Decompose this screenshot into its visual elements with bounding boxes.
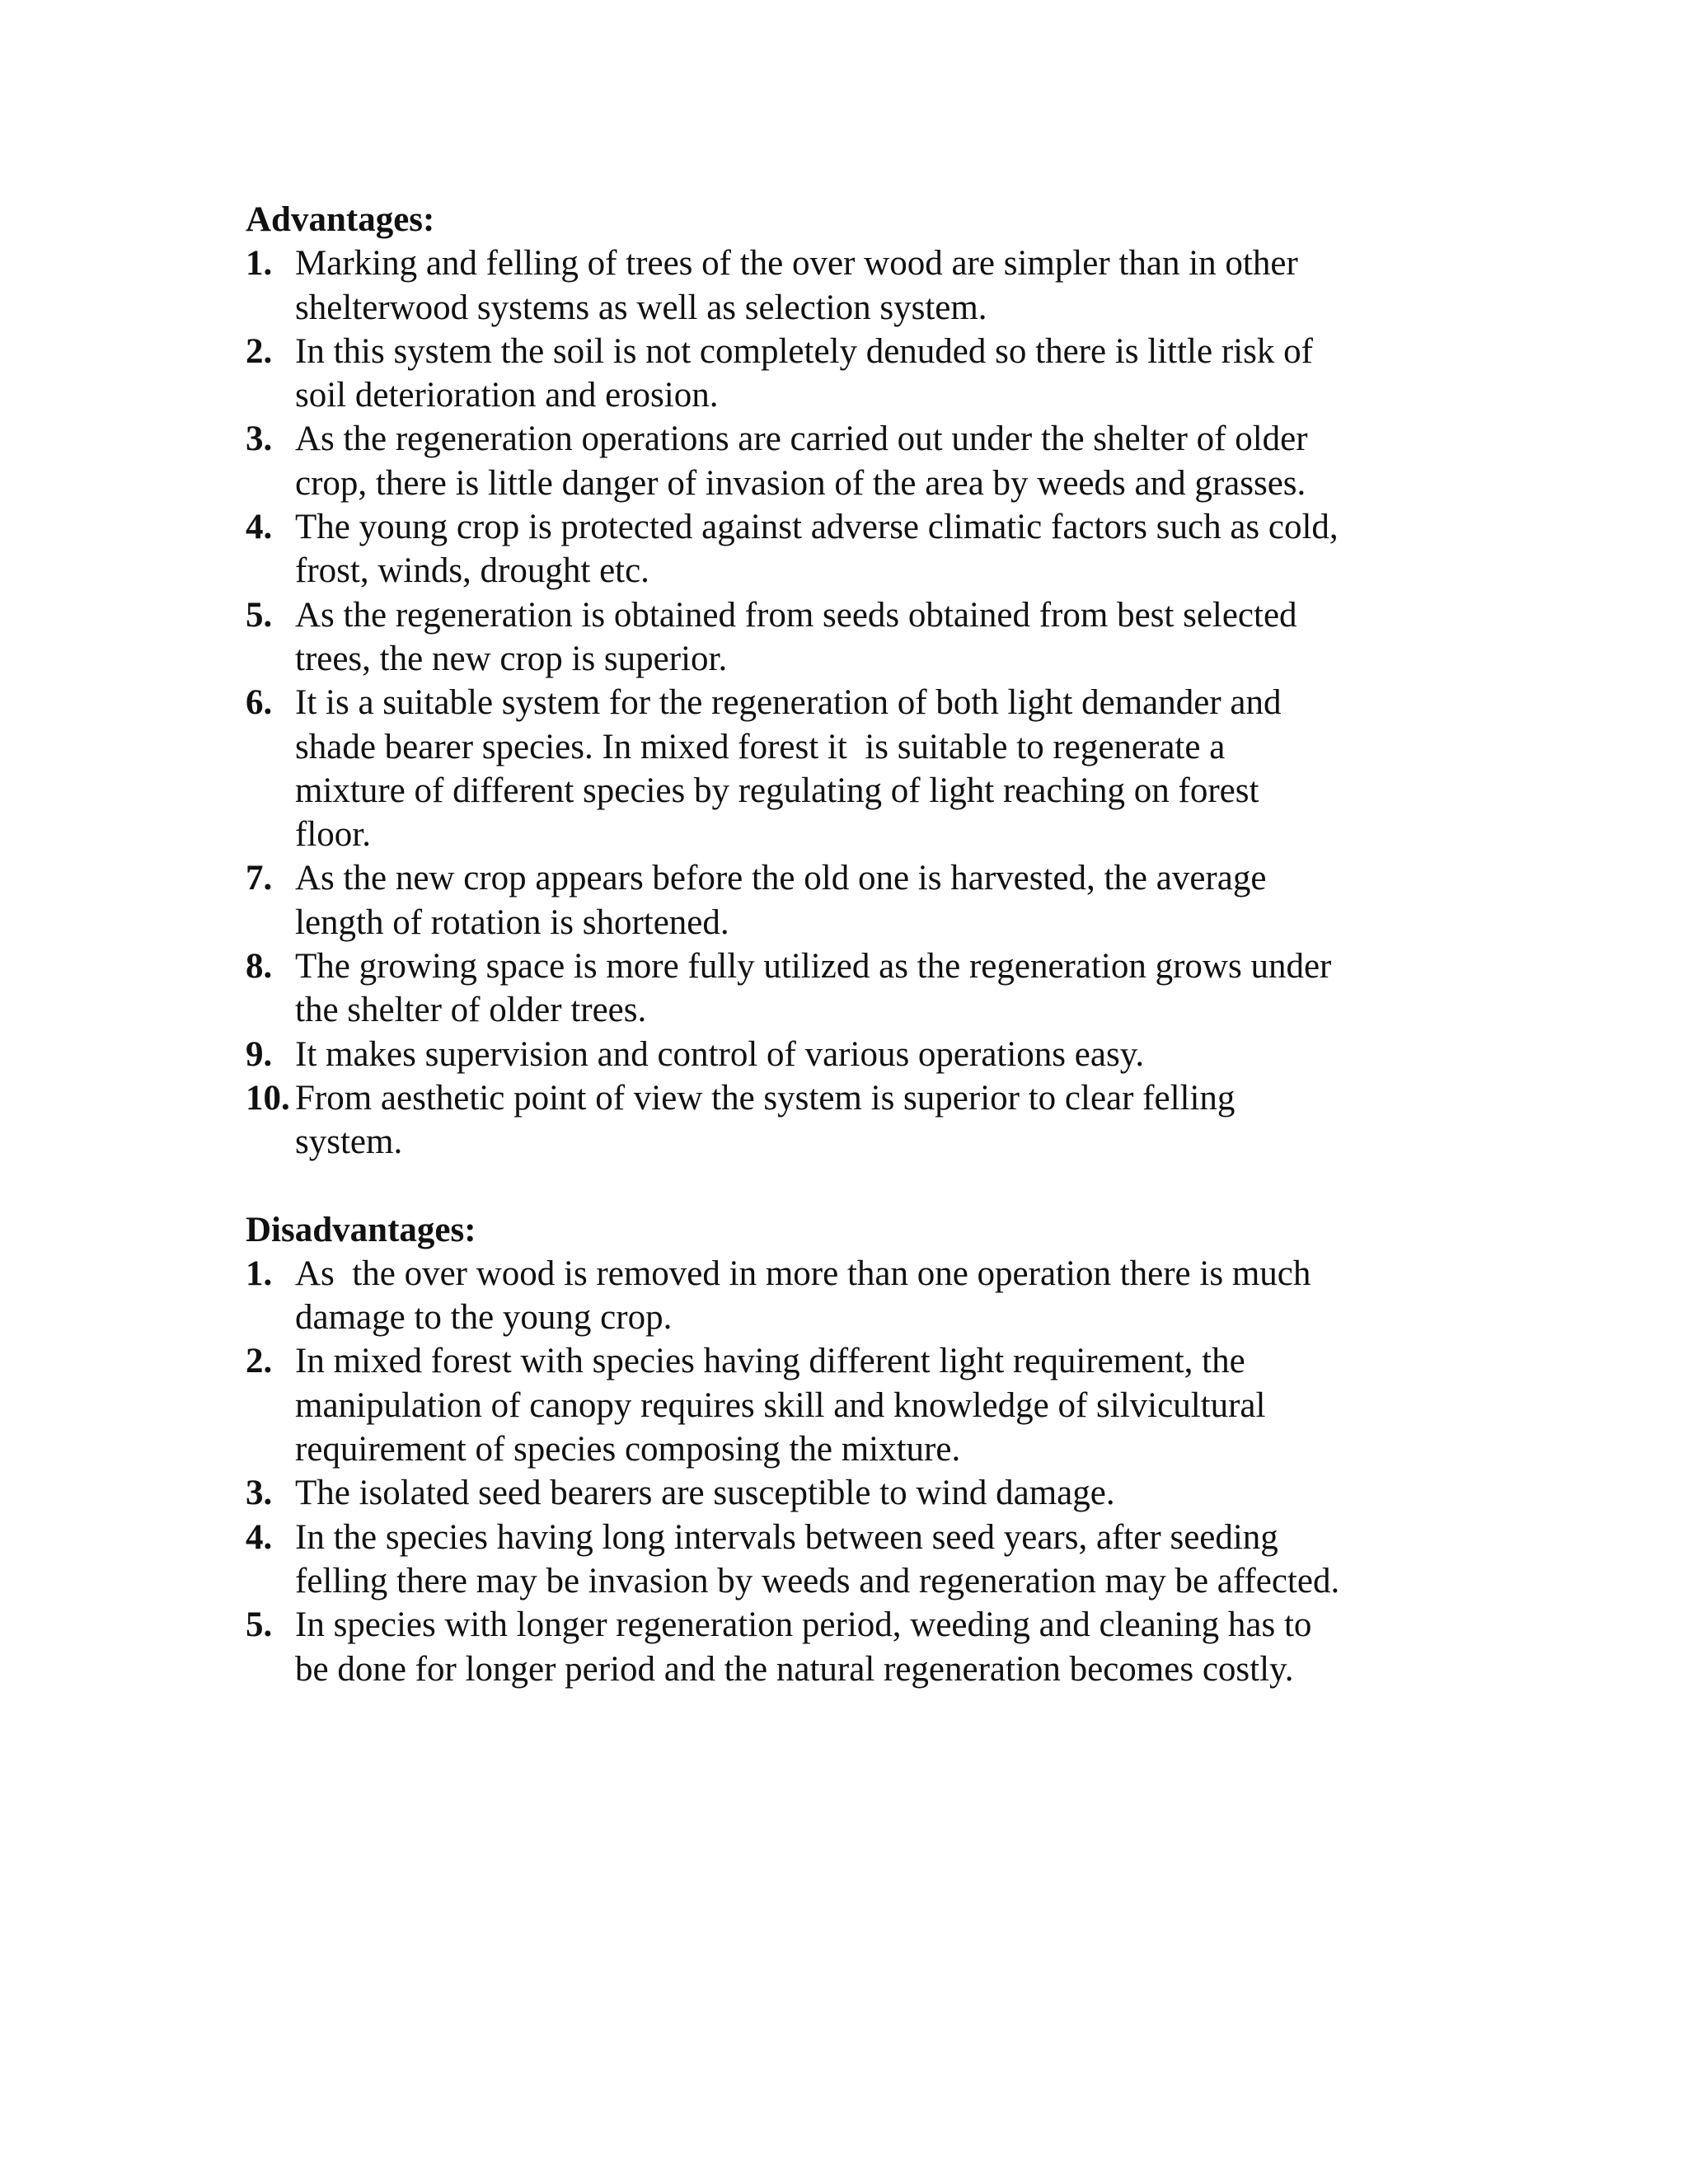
text-line: The isolated seed bearers are susceptible to wind damage. [295, 1474, 1115, 1513]
list-item [246, 1339, 1457, 1471]
text-line: the shelter of older trees. [295, 991, 647, 1030]
list-item-text [295, 417, 1457, 505]
list-item [246, 681, 1457, 856]
list-item [246, 505, 1457, 593]
list-item [246, 241, 1457, 330]
list-item-text [295, 1252, 1457, 1340]
text-line: manipulation of canopy requires skill and knowledge of silvicultural [295, 1385, 1266, 1425]
document-body [246, 198, 1457, 1691]
list-item-number: 6. [246, 683, 273, 723]
list-item-text [295, 856, 1457, 944]
text-line: From aesthetic point of view the system is superior to clear felling [295, 1078, 1236, 1118]
list-item-text [295, 330, 1457, 418]
text-line: It makes supervision and control of various operations easy. [295, 1034, 1145, 1074]
list-item [246, 944, 1457, 1033]
text-line: In species with longer regeneration period, weeding and cleaning has to [295, 1605, 1312, 1645]
list-item [246, 1603, 1457, 1691]
text-line: frost, winds, drought etc. [295, 551, 649, 591]
text-line: shade bearer species. In mixed forest it is suitable to regenerate a [295, 727, 1226, 766]
list-item-number: 1. [246, 244, 273, 284]
text-line: requirement of species composing the mixture. [295, 1430, 961, 1469]
list-item [246, 417, 1457, 505]
list-item [246, 593, 1457, 682]
list-item-number: 4. [246, 508, 273, 547]
text-line: As the regeneration is obtained from seeds obtained from best selected [295, 595, 1297, 635]
text-line: As the regeneration operations are carried out under the shelter of older [295, 419, 1308, 459]
list-item [246, 1516, 1457, 1604]
list-item-number: 8. [246, 947, 273, 987]
list-item [246, 1033, 1457, 1076]
advantages-list [246, 241, 1457, 1164]
list-item-number: 2. [246, 331, 273, 371]
list-item-text [295, 1471, 1457, 1515]
text-line: floor. [295, 815, 371, 855]
text-line: system. [295, 1122, 403, 1162]
section-spacer [246, 1165, 1457, 1208]
list-item-number: 3. [246, 1474, 273, 1513]
list-item-text [295, 1076, 1457, 1165]
text-line: crop, there is little danger of invasion of the area by weeds and grasses. [295, 463, 1306, 503]
text-line: Marking and felling of trees of the over wood are simpler than in other [295, 244, 1298, 284]
list-item-text [295, 681, 1457, 856]
text-line: shelterwood systems as well as selection system. [295, 288, 987, 327]
list-item-text [295, 944, 1457, 1033]
list-item [246, 330, 1457, 418]
text-line: felling there may be invasion by weeds and regeneration may be affected. [295, 1561, 1340, 1601]
text-line: In mixed forest with species having different light requirement, the [295, 1342, 1245, 1381]
text-line: damage to the young crop. [295, 1298, 673, 1338]
text-line: As the over wood is removed in more than one operation there is much [295, 1254, 1311, 1293]
disadvantages-heading: Disadvantages: [246, 1210, 476, 1249]
list-item-text [295, 1033, 1457, 1076]
advantages-heading: Advantages: [246, 200, 435, 239]
text-line: In this system the soil is not completely denuded so there is little risk of [295, 331, 1313, 371]
text-line: In the species having long intervals between seed years, after seeding [295, 1517, 1278, 1557]
text-line: The young crop is protected against adverse climatic factors such as cold, [295, 508, 1339, 547]
list-item-text [295, 505, 1457, 593]
list-item-text [295, 593, 1457, 682]
list-item-number: 4. [246, 1517, 273, 1557]
text-line: It is a suitable system for the regeneration of both light demander and [295, 683, 1282, 723]
list-item-text [295, 1516, 1457, 1604]
text-line: length of rotation is shortened. [295, 902, 729, 942]
text-line: trees, the new crop is superior. [295, 639, 728, 678]
text-line: be done for longer period and the natural regeneration becomes costly. [295, 1649, 1294, 1689]
list-item-text [295, 1339, 1457, 1471]
text-line: As the new crop appears before the old one is harvested, the average [295, 859, 1267, 898]
list-item [246, 856, 1457, 944]
list-item-number: 10. [246, 1078, 290, 1118]
list-item-number: 7. [246, 859, 273, 898]
list-item-number: 5. [246, 595, 273, 635]
list-item-number: 9. [246, 1034, 273, 1074]
list-item [246, 1252, 1457, 1340]
list-item-text [295, 1603, 1457, 1691]
list-item-number: 2. [246, 1342, 273, 1381]
text-line: The growing space is more fully utilized as the regeneration grows under [295, 947, 1332, 987]
list-item [246, 1471, 1457, 1515]
list-item-text [295, 241, 1457, 330]
list-item [246, 1076, 1457, 1165]
list-item-number: 5. [246, 1605, 273, 1645]
text-line: soil deterioration and erosion. [295, 376, 719, 415]
list-item-number: 3. [246, 419, 273, 459]
text-line: mixture of different species by regulating of light reaching on forest [295, 771, 1259, 810]
list-item-number: 1. [246, 1254, 273, 1293]
disadvantages-list [246, 1252, 1457, 1691]
